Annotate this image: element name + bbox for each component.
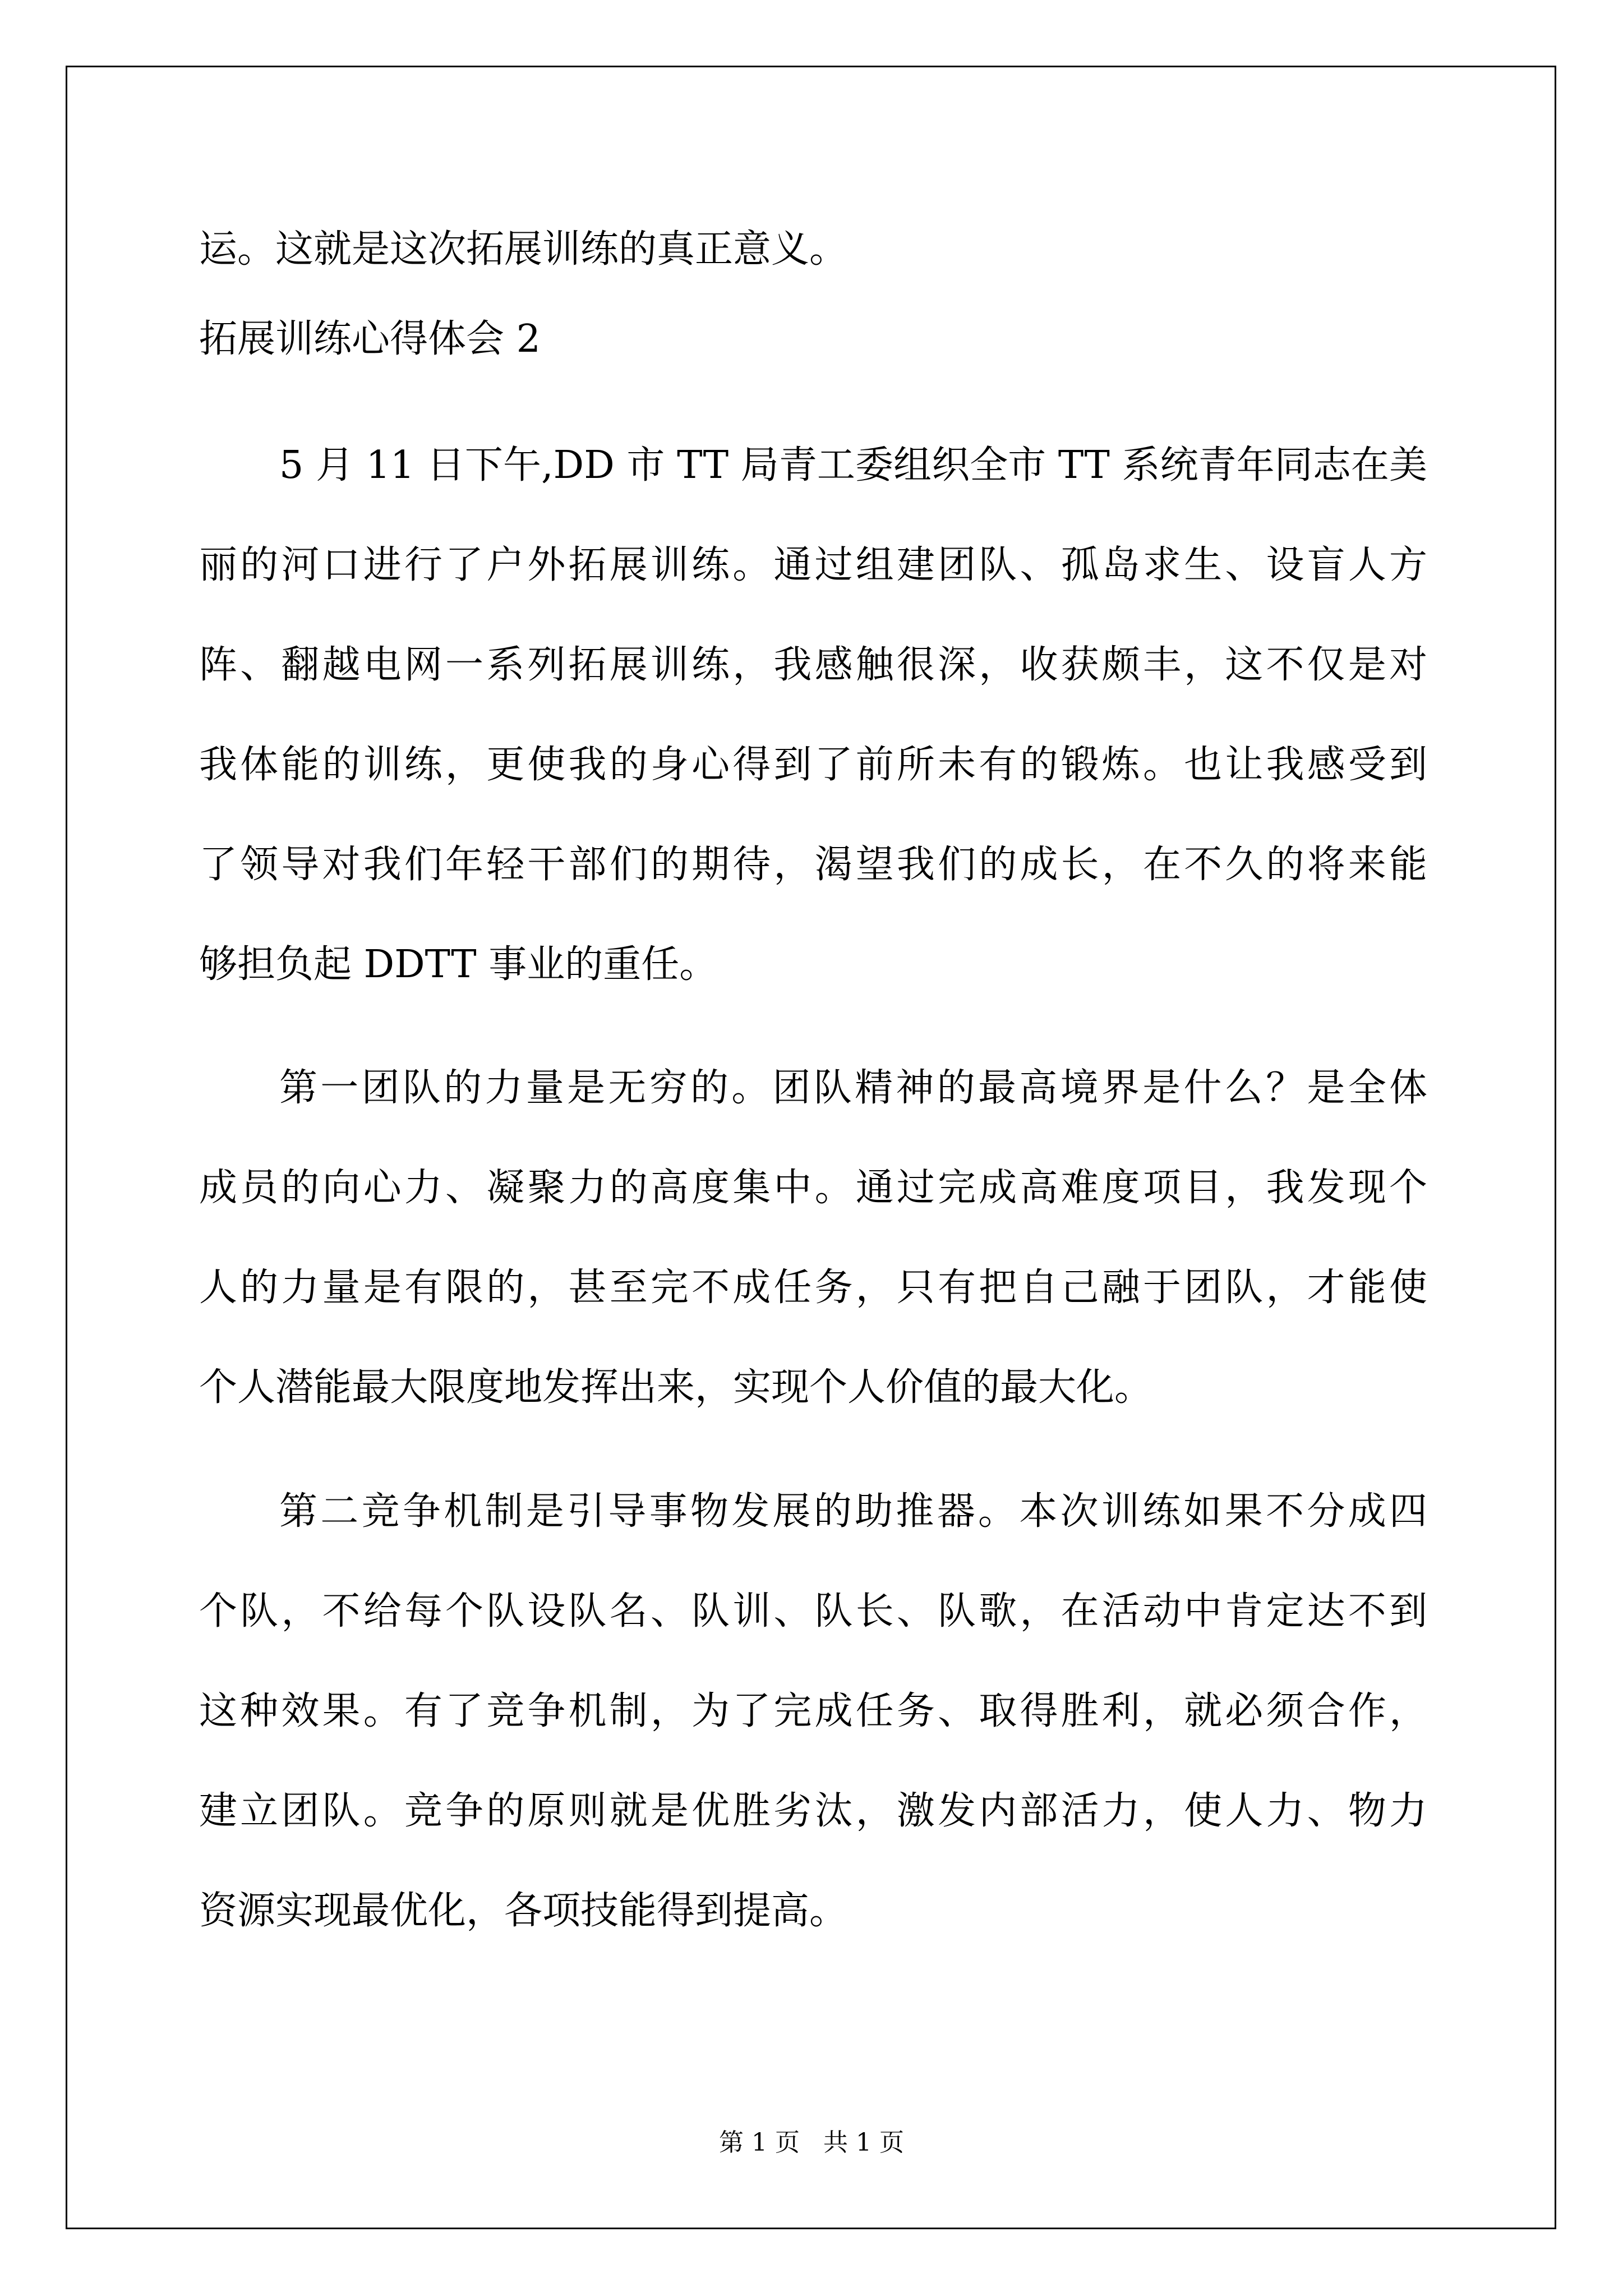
section-heading: 拓展训练心得体会 2 [199, 317, 541, 361]
paragraph-line: 够担负起 DDTT 事业的重任。 [199, 942, 718, 987]
paragraph-line: 个队，不给每个队设队名、队训、队长、队歌，在活动中肯定达不到 [199, 1589, 1427, 1634]
paragraph-line: 丽的河口进行了户外拓展训练。通过组建团队、孤岛求生、设盲人方 [199, 543, 1427, 587]
paragraph-line: 成员的向心力、凝聚力的高度集中。通过完成高难度项目，我发现个 [199, 1166, 1427, 1210]
paragraph-line: 建立团队。竞争的原则就是优胜劣汰，激发内部活力，使人力、物力 [199, 1789, 1427, 1833]
page-number: 第 1 页 共 1 页 [719, 2128, 904, 2157]
paragraph-line: 5 月 11 日下午,DD 市 TT 局青工委组织全市 TT 系统青年同志在美 [279, 443, 1427, 487]
page-footer [0, 2126, 1623, 2160]
paragraph-line: 第一团队的力量是无穷的。团队精神的最高境界是什么？是全体 [279, 1066, 1427, 1110]
paragraph-line: 了领导对我们年轻干部们的期待，渴望我们的成长，在不久的将来能 [199, 843, 1427, 887]
paragraph-line: 个人潜能最大限度地发挥出来，实现个人价值的最大化。 [199, 1365, 1153, 1410]
paragraph-line: 这种效果。有了竞争机制，为了完成任务、取得胜利，就必须合作， [199, 1689, 1427, 1733]
paragraph-line: 人的力量是有限的，甚至完不成任务，只有把自己融于团队，才能使 [199, 1266, 1427, 1310]
paragraph-line: 我体能的训练，更使我的身心得到了前所未有的锻炼。也让我感受到 [199, 743, 1427, 787]
paragraph-line: 阵、翻越电网一系列拓展训练，我感触很深，收获颇丰，这不仅是对 [199, 643, 1427, 687]
paragraph-line: 运。这就是这次拓展训练的真正意义。 [199, 227, 848, 272]
paragraph-line: 第二竞争机制是引导事物发展的助推器。本次训练如果不分成四 [279, 1489, 1427, 1534]
paragraph-line: 资源实现最优化，各项技能得到提高。 [199, 1889, 848, 1933]
